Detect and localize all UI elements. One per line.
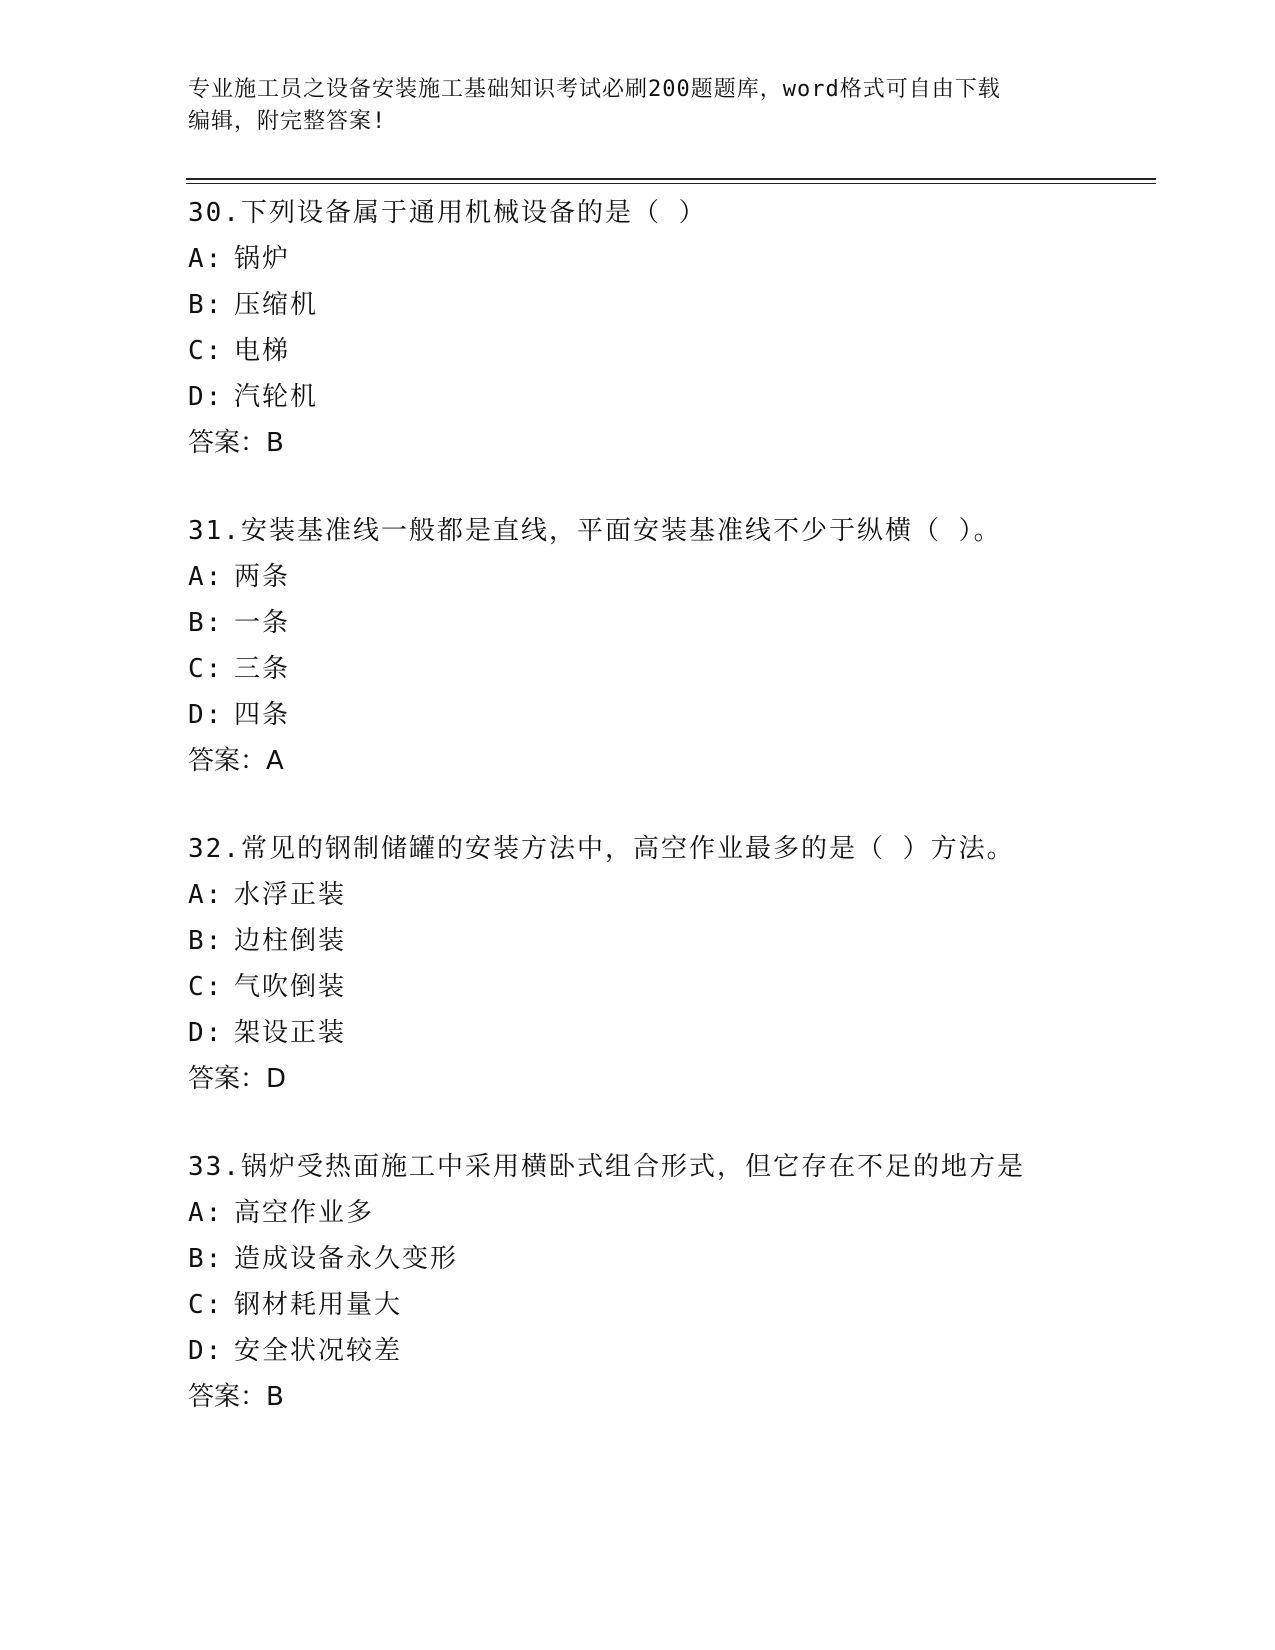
option-letter: D: bbox=[188, 1018, 224, 1048]
option-letter: C: bbox=[188, 972, 224, 1002]
question-31 bbox=[188, 508, 1148, 784]
option-text: 一条 bbox=[234, 608, 291, 638]
answer-line: 答案：B bbox=[188, 1382, 284, 1412]
option-c bbox=[188, 1282, 1148, 1328]
option-text: 两条 bbox=[234, 562, 291, 592]
header-divider-thin bbox=[186, 183, 1156, 184]
option-text: 架设正装 bbox=[234, 1018, 347, 1048]
option-b bbox=[188, 282, 1148, 328]
option-text: 锅炉 bbox=[234, 244, 291, 274]
header-title-line-2: 编辑，附完整答案! bbox=[188, 109, 387, 134]
question-33 bbox=[188, 1144, 1148, 1420]
option-a bbox=[188, 872, 1148, 918]
option-text: 压缩机 bbox=[234, 290, 319, 320]
option-letter: A: bbox=[188, 880, 224, 910]
question-text: 31.安装基准线一般都是直线，平面安装基准线不少于纵横（ ）。 bbox=[188, 516, 1002, 546]
option-c bbox=[188, 964, 1148, 1010]
option-a bbox=[188, 1190, 1148, 1236]
option-b bbox=[188, 1236, 1148, 1282]
question-30 bbox=[188, 190, 1148, 466]
option-b bbox=[188, 600, 1148, 646]
option-letter: C: bbox=[188, 336, 224, 366]
option-a bbox=[188, 236, 1148, 282]
answer-line: 答案：A bbox=[188, 746, 284, 776]
header-divider bbox=[186, 178, 1156, 180]
option-d bbox=[188, 1010, 1148, 1056]
option-letter: A: bbox=[188, 1198, 224, 1228]
option-text: 气吹倒装 bbox=[234, 972, 347, 1002]
option-text: 高空作业多 bbox=[234, 1198, 375, 1228]
option-text: 汽轮机 bbox=[234, 382, 319, 412]
option-d bbox=[188, 1328, 1148, 1374]
option-letter: B: bbox=[188, 608, 224, 638]
option-text: 电梯 bbox=[234, 336, 291, 366]
header-title-line-1: 专业施工员之设备安装施工基础知识考试必刷200题题库，word格式可自由下载 bbox=[188, 77, 1001, 102]
option-b bbox=[188, 918, 1148, 964]
option-letter: A: bbox=[188, 562, 224, 592]
option-letter: C: bbox=[188, 654, 224, 684]
option-text: 边柱倒装 bbox=[234, 926, 347, 956]
option-text: 安全状况较差 bbox=[234, 1336, 403, 1366]
question-text: 32.常见的钢制储罐的安装方法中，高空作业最多的是（ ）方法。 bbox=[188, 834, 1015, 864]
option-letter: C: bbox=[188, 1290, 224, 1320]
option-c bbox=[188, 646, 1148, 692]
option-text: 四条 bbox=[234, 700, 291, 730]
option-d bbox=[188, 374, 1148, 420]
question-32 bbox=[188, 826, 1148, 1102]
option-letter: D: bbox=[188, 382, 224, 412]
option-letter: B: bbox=[188, 926, 224, 956]
option-letter: D: bbox=[188, 700, 224, 730]
option-a bbox=[188, 554, 1148, 600]
question-text: 33.锅炉受热面施工中采用横卧式组合形式，但它存在不足的地方是 bbox=[188, 1152, 1025, 1182]
question-text: 30.下列设备属于通用机械设备的是（ ） bbox=[188, 198, 707, 228]
option-letter: B: bbox=[188, 1244, 224, 1274]
option-d bbox=[188, 692, 1148, 738]
answer-line: 答案：D bbox=[188, 1064, 287, 1094]
option-text: 三条 bbox=[234, 654, 291, 684]
option-text: 造成设备永久变形 bbox=[234, 1244, 459, 1274]
option-letter: A: bbox=[188, 244, 224, 274]
option-text: 水浮正装 bbox=[234, 880, 347, 910]
option-text: 钢材耗用量大 bbox=[234, 1290, 403, 1320]
option-c bbox=[188, 328, 1148, 374]
answer-line: 答案：B bbox=[188, 428, 284, 458]
option-letter: D: bbox=[188, 1336, 224, 1366]
document-header bbox=[188, 74, 1088, 138]
option-letter: B: bbox=[188, 290, 224, 320]
